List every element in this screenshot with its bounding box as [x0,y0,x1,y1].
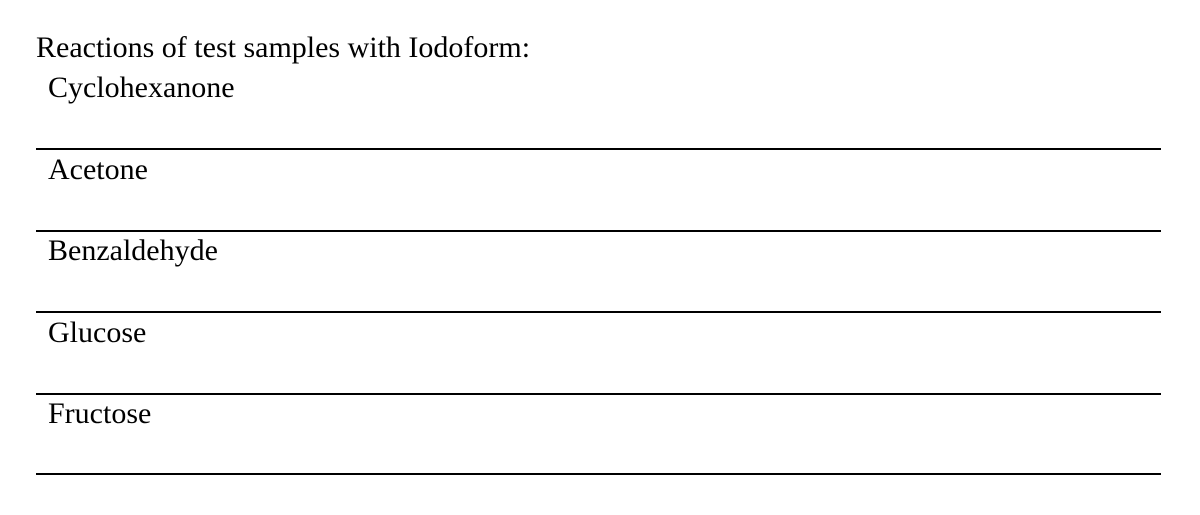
answer-line-cyclohexanone [36,148,1161,150]
answer-line-fructose [36,473,1161,475]
sample-label-acetone: Acetone [48,153,148,186]
sample-label-glucose: Glucose [48,316,147,349]
worksheet-heading: Reactions of test samples with Iodoform: [36,31,531,64]
sample-label-cyclohexanone: Cyclohexanone [48,71,235,104]
sample-label-benzaldehyde: Benzaldehyde [48,234,218,267]
answer-line-glucose [36,393,1161,395]
sample-label-fructose: Fructose [48,397,152,430]
answer-line-benzaldehyde [36,311,1161,313]
